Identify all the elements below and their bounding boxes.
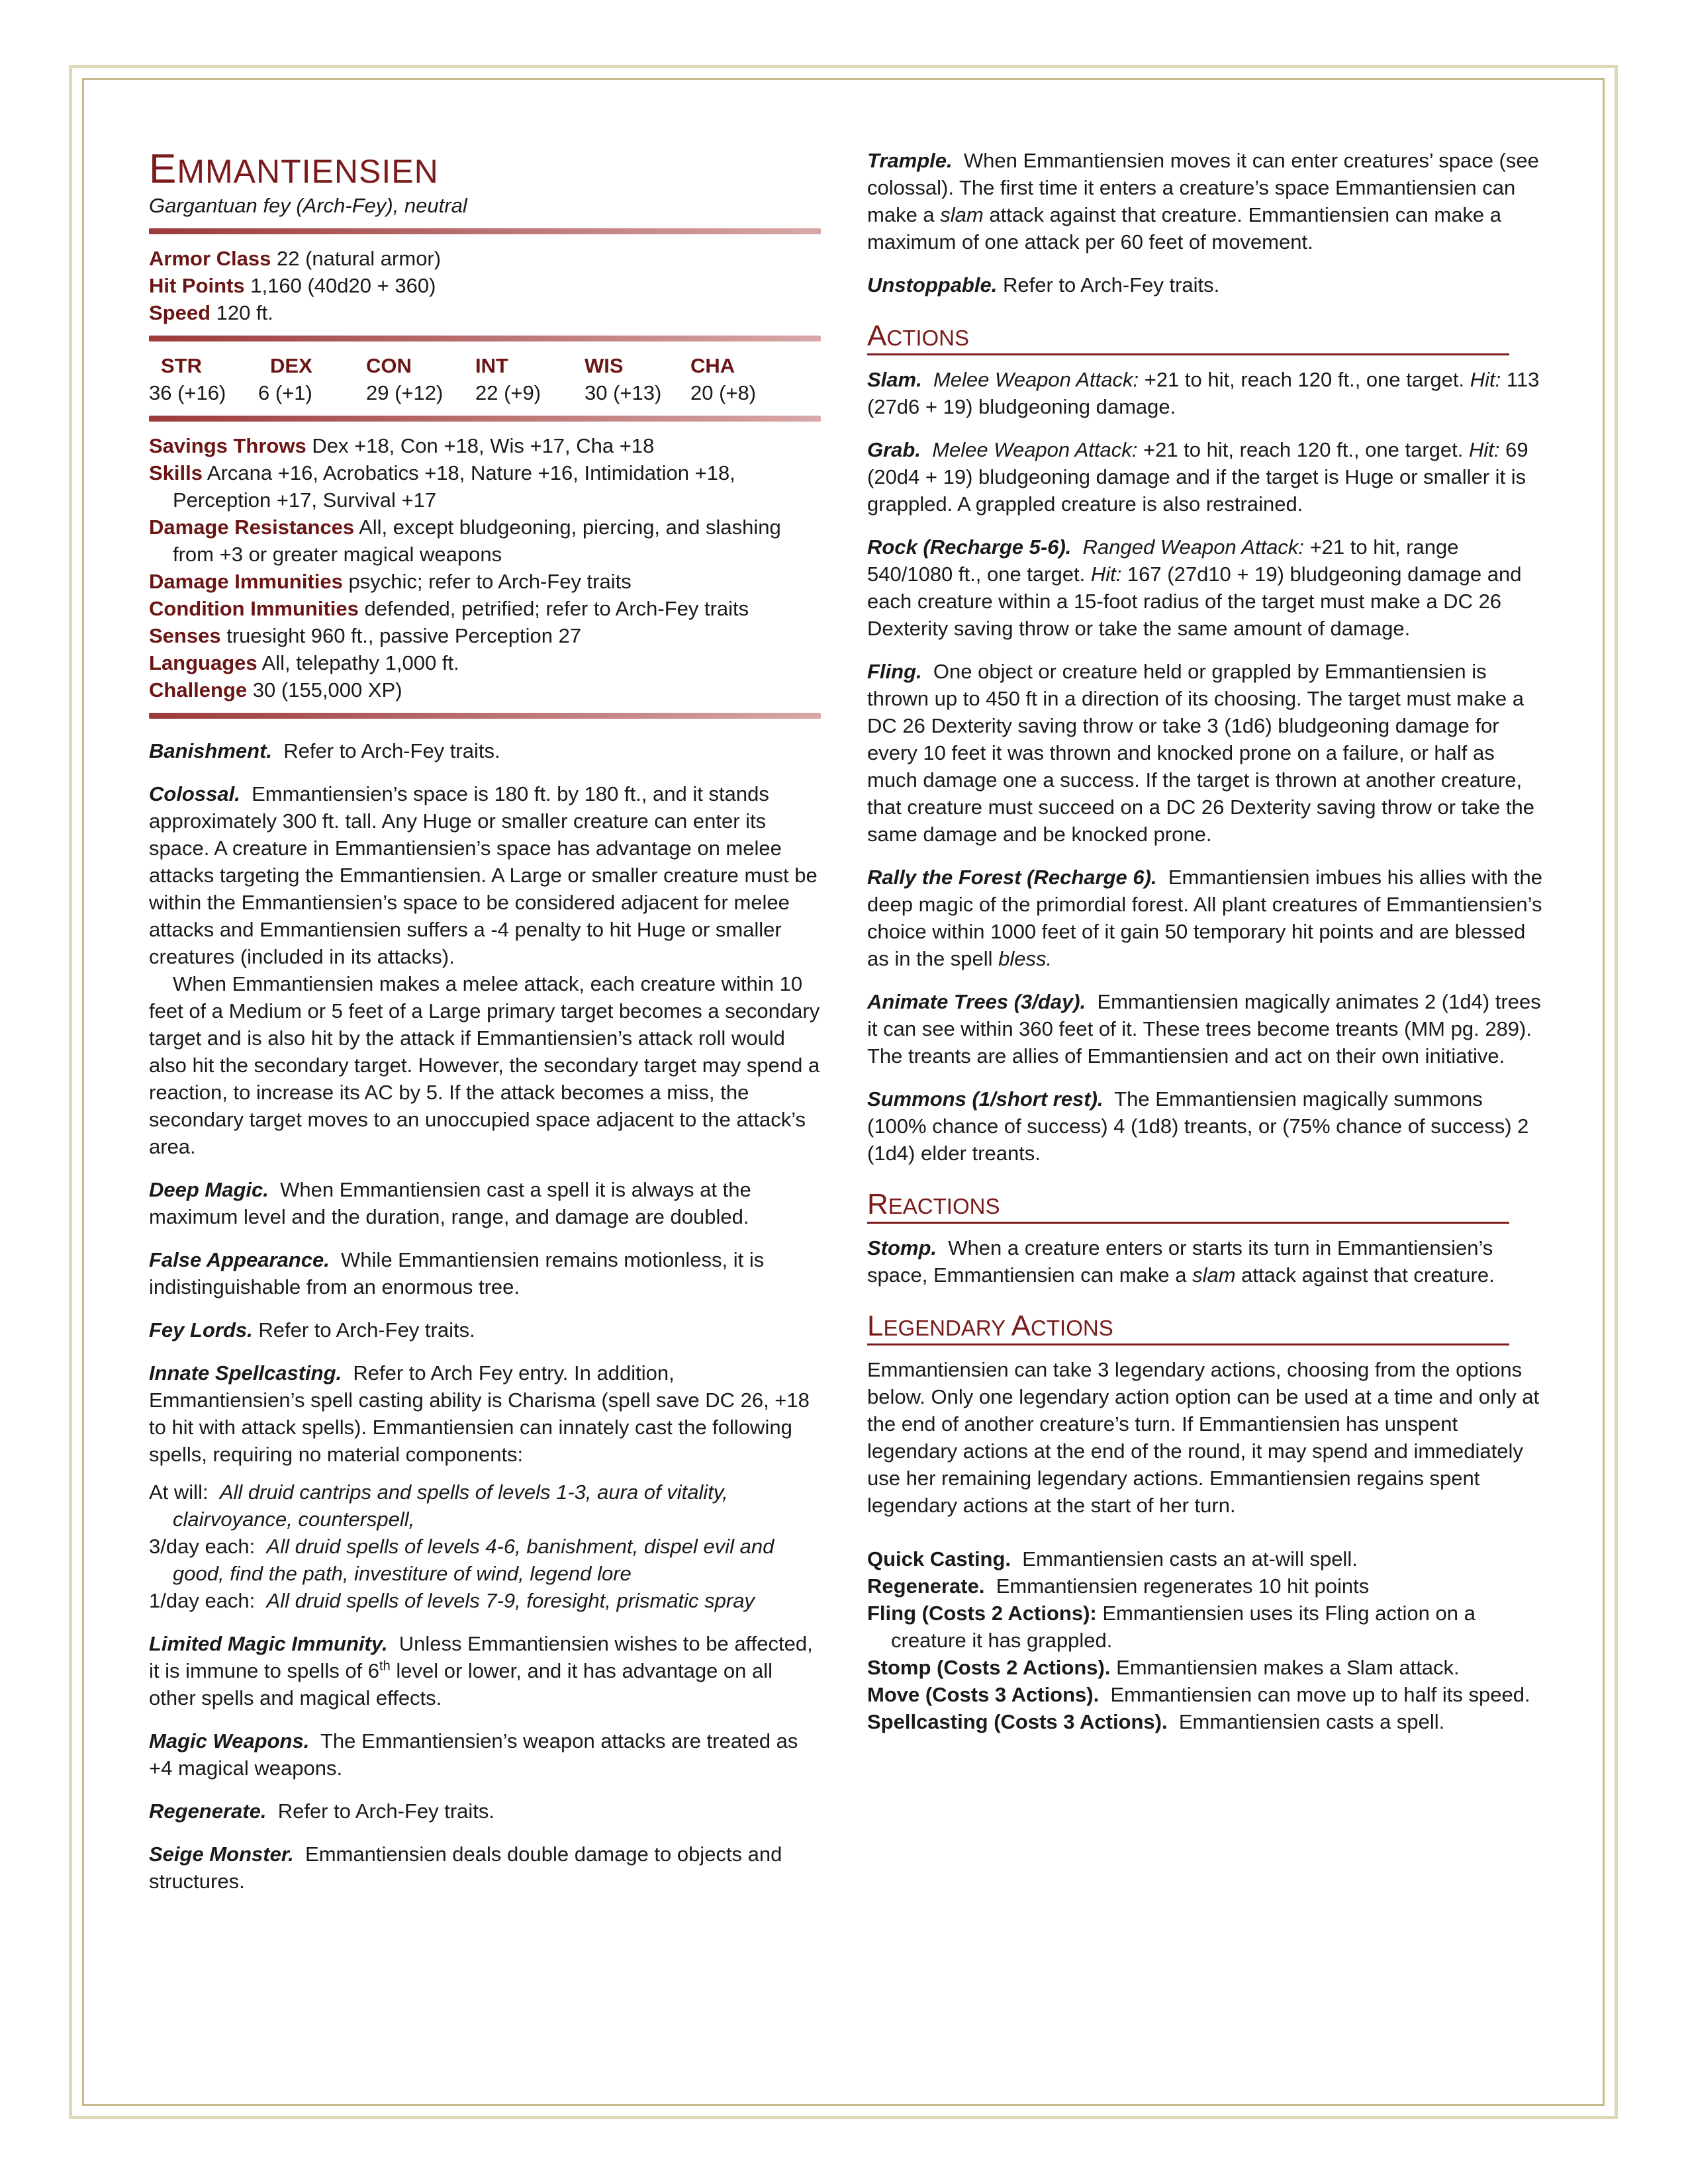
trait-unstoppable: Unstoppable. Refer to Arch-Fey traits. — [867, 273, 1220, 296]
divider — [149, 713, 821, 719]
legendary-move: Move (Costs 3 Actions). Emmantiensien can move up to half its speed. — [867, 1683, 1530, 1706]
ability-values — [149, 379, 821, 406]
ability-cha-value: 20 (+8) — [690, 381, 757, 404]
action-summons: Summons (1/short rest). The Emmantiensien magically summons (100% chance of success) 4 (1d8) treants, or (75% chance of success) 2 (1d4) elder treants. — [867, 1087, 1529, 1165]
trait-innate-spellcasting: Innate Spellcasting. Refer to Arch Fey entry. In addition, Emmantiensien’s spell casting ability is Charisma (spell save DC 26, +18 to hit with attack spells). Emmantiensien can innately cast the following spells, requiring no material components: — [149, 1361, 810, 1466]
ability-con-value: 29 (+12) — [366, 381, 444, 404]
ability-con-label: CON — [366, 354, 412, 377]
damage-resistances: Damage Resistances All, except bludgeoning, piercing, and slashing from +3 or greater magical weapons — [149, 516, 781, 566]
action-slam: Slam. Melee Weapon Attack: +21 to hit, reach 120 ft., one target. Hit: 113 (27d6 + 19) bludgeoning damage. — [867, 368, 1540, 418]
ability-dex-label: DEX — [270, 354, 312, 377]
legendary-intro: Emmantiensien can take 3 legendary actions, choosing from the options below. Only one legendary action option can be used at a time and only at the end of another creature’s turn. If Emmantiensien has unspent legendary actions at the end of the round, it may spend and immediately use her remaining legendary actions. Emmantiensien regains spent legendary actions at the start of her turn. — [867, 1358, 1540, 1517]
monster-name: EMMANTIENSIEN — [149, 146, 439, 192]
spell-line-3day: 3/day each: All druid spells of levels 4-6, banishment, dispel evil and good, find the path, investiture of wind, legend lore — [149, 1535, 774, 1585]
left-column — [149, 146, 821, 1911]
ability-cha-label: CHA — [690, 354, 735, 377]
action-fling: Fling. One object or creature held or grappled by Emmantiensien is thrown up to 450 ft in a direction of its choosing. The target must make a DC 26 Dexterity saving throw or take 3 (1d6) bludgeoning damage for every 10 feet it was thrown and knocked prone on a failure, or half as much damage one a success. If the target is thrown at another creature, that creature must succeed on a DC 26 Dexterity saving throw or take the same damage and be knocked prone. — [867, 660, 1534, 846]
trait-deep-magic: Deep Magic. When Emmantiensien cast a spell it is always at the maximum level and the duration, range, and damage are doubled. — [149, 1178, 751, 1228]
ability-int-value: 22 (+9) — [475, 381, 541, 404]
senses: Senses truesight 960 ft., passive Perception 27 — [149, 624, 582, 647]
saving-throws: Savings Throws Dex +18, Con +18, Wis +17, Cha +18 — [149, 434, 655, 457]
trait-limited-magic-immunity: Limited Magic Immunity. Unless Emmantiensien wishes to be affected, it is immune to spells of 6th level or lower, and it has advantage on all other spells and magical effects. — [149, 1632, 813, 1709]
trait-magic-weapons: Magic Weapons. The Emmantiensien’s weapon attacks are treated as +4 magical weapons. — [149, 1729, 798, 1780]
action-rock: Rock (Recharge 5-6). Ranged Weapon Attack: +21 to hit, range 540/1080 ft., one target. Hit: 167 (27d10 + 19) bludgeoning damage and each creature within a 15-foot radius of the target must make a DC 26 Dexterity saving throw or take the same amount of damage. — [867, 535, 1522, 640]
trait-false-appearance: False Appearance. While Emmantiensien remains motionless, it is indistinguishable from an enormous tree. — [149, 1248, 765, 1298]
ability-wis-value: 30 (+13) — [585, 381, 662, 404]
action-animate-trees: Animate Trees (3/day). Emmantiensien magically animates 2 (1d4) trees it can see within 360 feet of it. These trees become treants (MM pg. 289). The treants are allies of Emmantiensien and act on their own initiative. — [867, 990, 1541, 1068]
languages: Languages All, telepathy 1,000 ft. — [149, 651, 459, 674]
divider — [149, 416, 821, 422]
armor-class: Armor Class 22 (natural armor) — [149, 247, 442, 270]
legendary-regenerate: Regenerate. Emmantiensien regenerates 10 hit points — [867, 1574, 1370, 1598]
ability-headers — [149, 352, 821, 379]
section-actions: ACTIONS — [867, 321, 1509, 355]
condition-immunities: Condition Immunities defended, petrified; refer to Arch-Fey traits — [149, 597, 749, 620]
trait-banishment: Banishment. Refer to Arch-Fey traits. — [149, 739, 500, 762]
legendary-quick-casting: Quick Casting. Emmantiensien casts an at-will spell. — [867, 1547, 1358, 1570]
ability-str-value: 36 (+16) — [149, 381, 226, 404]
legendary-fling: Fling (Costs 2 Actions): Emmantiensien uses its Fling action on a creature it has grappled. — [867, 1602, 1476, 1652]
divider — [149, 228, 821, 234]
divider — [149, 336, 821, 341]
trait-trample: Trample. When Emmantiensien moves it can enter creatures’ space (see colossal). The first time it enters a creature’s space Emmantiensien can make a slam attack against that creature. Emmantiensien can make a maximum of one attack per 60 feet of movement. — [867, 149, 1539, 253]
section-reactions: REACTIONS — [867, 1189, 1509, 1224]
legendary-stomp: Stomp (Costs 2 Actions). Emmantiensien makes a Slam attack. — [867, 1656, 1460, 1679]
spell-line-1day: 1/day each: All druid spells of levels 7-9, foresight, prismatic spray — [149, 1589, 755, 1612]
spell-list — [149, 1479, 821, 1614]
spell-line-at-will: At will: All druid cantrips and spells of levels 1-3, aura of vitality, clairvoyance, counterspell, — [149, 1480, 728, 1531]
legendary-spellcasting: Spellcasting (Costs 3 Actions). Emmantiensien casts a spell. — [867, 1710, 1445, 1733]
hit-points: Hit Points 1,160 (40d20 + 360) — [149, 274, 436, 297]
trait-regenerate: Regenerate. Refer to Arch-Fey traits. — [149, 1799, 495, 1823]
challenge: Challenge 30 (155,000 XP) — [149, 678, 402, 702]
trait-colossal: Colossal. Emmantiensien’s space is 180 ft. by 180 ft., and it stands approximately 300 ft. tall. Any Huge or smaller creature can enter its space. A creature in Emmantiensien’s space has advantage on melee attacks targeting the Emmantiensien. A Large or smaller creature must be within the Emmantiensien’s space to be considered adjacent for melee attacks and Emmantiensien suffers a -4 penalty to hit Huge or smaller creatures (included in its attacks). When Emmantiensien makes a melee attack, each creature within 10 feet of a Medium or 5 feet of a Large primary target becomes a secondary target and is also hit by the attack if Emmantiensien’s attack roll would also hit the secondary target. However, the secondary target may spend a reaction, to increase its AC by 5. If the attack becomes a miss, the secondary target moves to an unoccupied space adjacent to the attack’s area. — [149, 782, 820, 1158]
action-rally-the-forest: Rally the Forest (Recharge 6). Emmantiensien imbues his allies with the deep magic of the primordial forest. All plant creatures of Emmantiensien’s choice within 1000 feet of it gain 50 temporary hit points and are blessed as in the spell bless. — [867, 866, 1542, 970]
ability-int-label: INT — [475, 354, 508, 377]
skills: Skills Arcana +16, Acrobatics +18, Nature +16, Intimidation +18, Perception +17, Survival +17 — [149, 461, 735, 512]
trait-seige-monster: Seige Monster. Emmantiensien deals double damage to objects and structures. — [149, 1843, 782, 1893]
trait-fey-lords: Fey Lords. Refer to Arch-Fey traits. — [149, 1318, 475, 1342]
ability-wis-label: WIS — [585, 354, 624, 377]
monster-type: Gargantuan fey (Arch-Fey), neutral — [149, 194, 467, 217]
section-legendary-actions: LEGENDARY ACTIONS — [867, 1311, 1509, 1345]
ability-str-label: STR — [161, 354, 202, 377]
damage-immunities: Damage Immunities psychic; refer to Arch-Fey traits — [149, 570, 632, 593]
ability-dex-value: 6 (+1) — [258, 381, 312, 404]
speed: Speed 120 ft. — [149, 301, 273, 324]
reaction-stomp: Stomp. When a creature enters or starts its turn in Emmantiensien’s space, Emmantiensien can make a slam attack against that creature. — [867, 1236, 1495, 1287]
right-column — [867, 147, 1542, 1735]
action-grab: Grab. Melee Weapon Attack: +21 to hit, reach 120 ft., one target. Hit: 69 (20d4 + 19) bludgeoning damage and if the target is Huge or smaller it is grappled. A grappled creature is also restrained. — [867, 438, 1528, 516]
